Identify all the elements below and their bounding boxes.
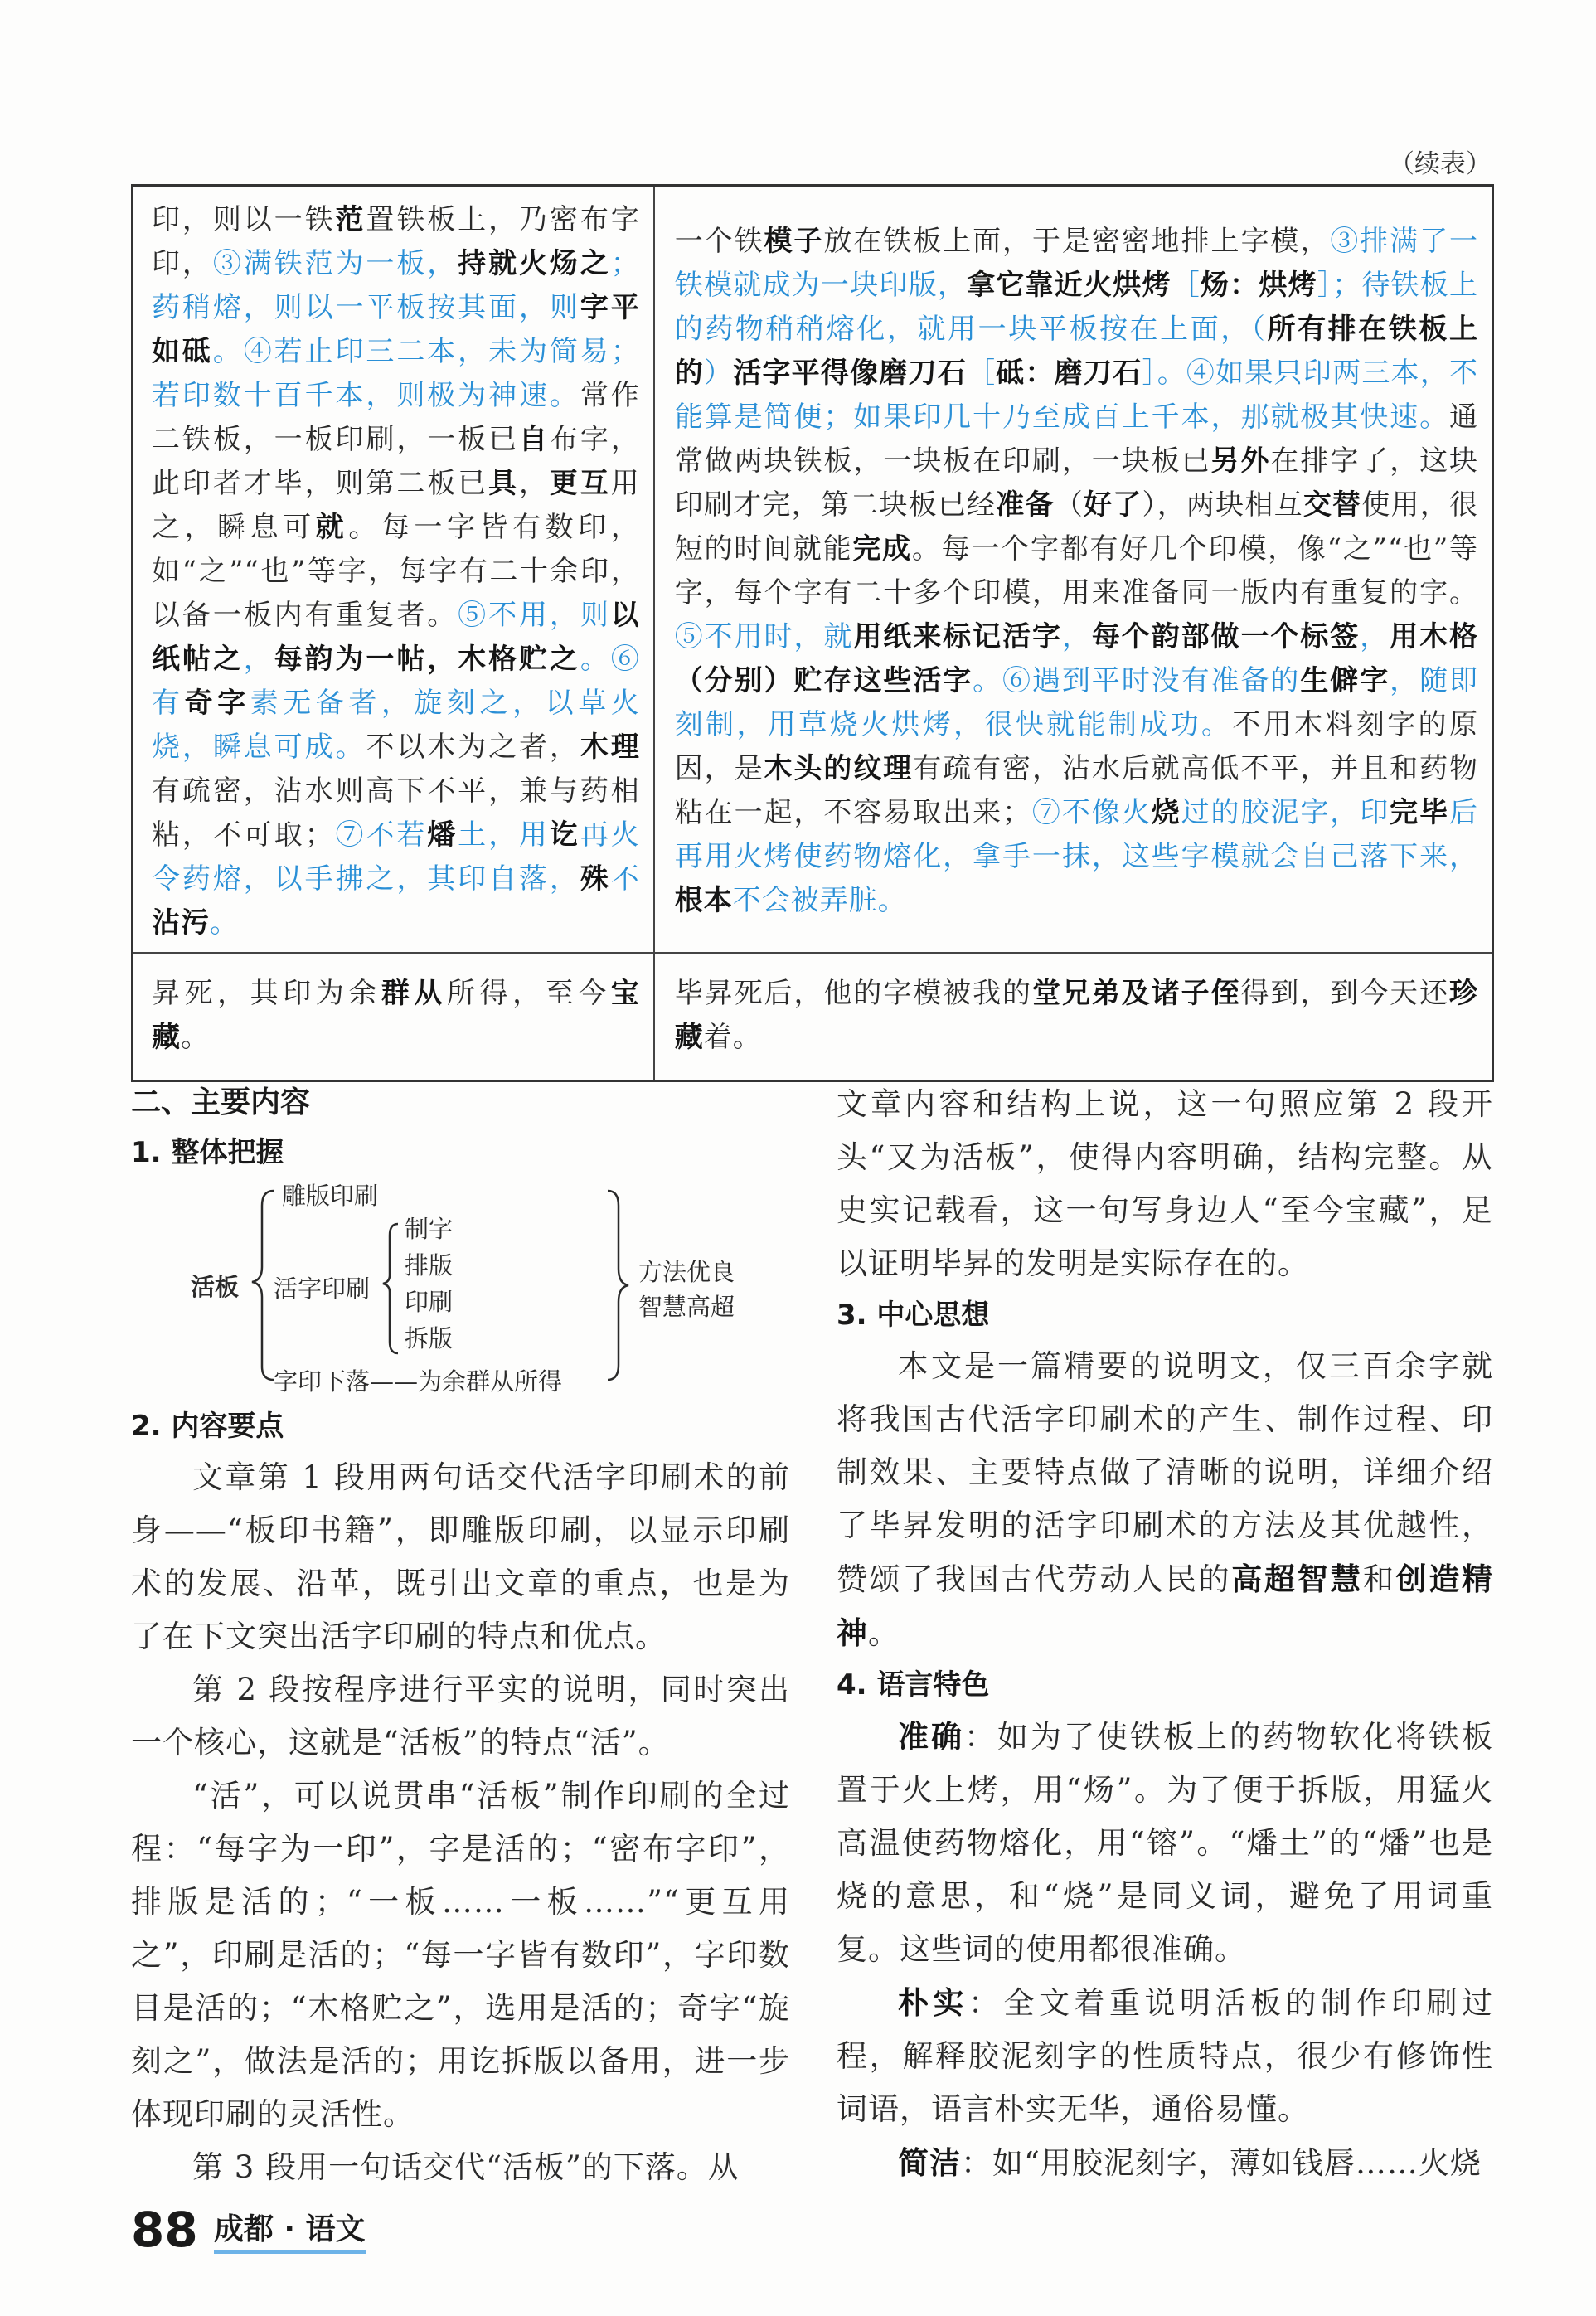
key-term: 生僻字 — [1300, 664, 1390, 697]
text-segment: ， — [1061, 620, 1092, 653]
section-title: 二、主要内容 — [131, 1085, 311, 1119]
diagram-step: 排版 — [405, 1251, 454, 1279]
key-term: 模子 — [764, 225, 824, 258]
text-segment: 一个铁 — [674, 225, 764, 258]
diagram-branch: 字印下落——为余群从所得 — [274, 1367, 563, 1396]
diagram-summary: 智慧高超 — [638, 1293, 735, 1321]
text-segment: ；药稍熔，则以一平板按其面，则 — [152, 247, 640, 324]
text-segment: 印，则以一铁 — [152, 203, 336, 236]
key-term: 以纸帖之 — [152, 599, 640, 676]
diagram-summary: 方法优良 — [638, 1258, 735, 1286]
text-segment: 过的胶泥字，印 — [1181, 796, 1390, 829]
text-segment: ⑦不若 — [333, 818, 428, 852]
text-segment: 使用，很短的时间就能 — [674, 488, 1479, 566]
diagram-branch: 雕版印刷 — [282, 1182, 379, 1210]
paragraph: 第 2 段按程序进行平实的说明，同时突出一个核心，这就是“活板”的特点“活”。 — [131, 1672, 790, 1760]
key-term: 准备 — [996, 488, 1055, 522]
key-term: 拿它靠近火烘烤 — [967, 269, 1172, 302]
key-term: 珍藏 — [674, 977, 1479, 1054]
text-segment: 有疏密，沾水则高下不平，兼与药相粘，不可取； — [152, 774, 640, 852]
paragraph: 文章第 1 段用两句话交代活字印刷术的前身——“板印书籍”，即雕版印刷，以显示印刷术的发展、沿革，既引出文章的重点，也是为了在下文突出活字印刷的特点和优点。 — [131, 1459, 790, 1654]
key-term: 炀：烘烤 — [1200, 269, 1317, 302]
key-term: 讫 — [549, 818, 580, 852]
paragraph: 第 3 段用一句话交代“活板”的下落。从 — [192, 2149, 740, 2185]
text-segment: ， — [519, 467, 550, 500]
text-segment: ］。④如果只印两三本，不能算是简便；如果印几十乃至成百上千本，那就极其快速。 — [674, 357, 1479, 434]
text-segment: ［ — [967, 357, 997, 390]
text-segment: 。④若止印三二本，未为简易；若印数十百千本，则极为神速。 — [152, 335, 640, 412]
key-term: 宝藏 — [152, 977, 640, 1054]
text-segment: 有疏有密，沾水后就高低不平，并且和药物粘在一起，不容易取出来； — [674, 752, 1479, 829]
text-segment: 毕昇死后，他的字模被我的 — [674, 977, 1032, 1010]
key-term: 所有排在铁板上的 — [674, 313, 1479, 390]
paragraph-text: ：如为了使铁板上的药物软化将铁板置于火上烤，用“炀”。为了便于拆版，用猛火高温使药物熔化，用“镕”。“燔土”的“燔”也是烧的意思，和“烧”是同义词，避免了用词重复。这些词的使用都很准确。 — [837, 1719, 1493, 1967]
key-term: 奇字 — [184, 687, 250, 720]
text-segment: ③满铁范为一板， — [212, 247, 458, 280]
text-segment: ［ — [1171, 269, 1201, 302]
key-term: 就 — [315, 511, 349, 544]
translation-table — [131, 184, 1494, 1082]
text-segment: ） — [703, 357, 734, 390]
key-term: 用纸来标记活字 — [853, 620, 1062, 653]
text-segment: 放在铁板上面，于是密密地排上字模， — [823, 225, 1331, 258]
left-column — [131, 1078, 790, 2194]
paragraph: 文章内容和结构上说，这一句照应第 2 段开头“又为活板”，使得内容明确，结构完整。从史实记载看，这一句写身边人“至今宝藏”，足以证明毕昇的发明是实际存在的。 — [837, 1086, 1493, 1281]
text-segment: ⑤不用时，就 — [674, 620, 854, 653]
text-segment: ， — [1360, 620, 1390, 653]
key-term: 好了 — [1084, 488, 1142, 522]
key-term: 另外 — [1210, 444, 1271, 478]
feature-label: 简洁 — [898, 2144, 961, 2181]
diagram-root: 活板 — [191, 1273, 240, 1301]
text-segment: ，随即刻制，用草烧火烘烤，很快就能制成功。 — [674, 664, 1479, 741]
classical-text-cell — [133, 953, 654, 1081]
page-footer — [131, 2202, 366, 2258]
text-segment: 不会被弄脏。 — [732, 884, 907, 917]
key-term: 完毕 — [1390, 796, 1450, 829]
text-segment: 。⑥有 — [152, 643, 640, 720]
feature-label: 准确 — [898, 1718, 964, 1755]
paragraph-text: ：全文着重说明活板的制作印刷过程，解释胶泥刻字的性质特点，很少有修饰性词语，语言朴实无华，通俗易懂。 — [837, 1985, 1493, 2127]
text-segment: 所得，至今 — [446, 977, 611, 1010]
paragraph — [837, 1976, 1493, 2136]
continued-label: （续表） — [1389, 149, 1492, 179]
text-segment: 常作二铁板，一板印刷，一板已 — [152, 379, 640, 456]
key-term: 具 — [488, 467, 519, 500]
text-segment: ），两块相互 — [1142, 488, 1303, 522]
table-row — [133, 953, 1493, 1081]
subsection-title: 2. 内容要点 — [131, 1410, 284, 1443]
key-term: 烧 — [1151, 796, 1181, 829]
key-term: 字平如砥 — [152, 291, 640, 368]
paragraph — [837, 1340, 1493, 1660]
key-term: 持就火炀之 — [458, 247, 611, 280]
table-row — [133, 186, 1493, 954]
paragraph — [837, 1710, 1493, 1976]
subsection-title: 1. 整体把握 — [131, 1136, 284, 1169]
diagram-step: 印刷 — [405, 1288, 454, 1316]
key-term: 每个韵部做一个标签 — [1091, 620, 1361, 653]
key-term: 燔 — [427, 818, 458, 852]
paragraph-text: ：如“用胶泥刻字，薄如钱唇……火烧 — [961, 2145, 1482, 2181]
text-segment: 通常做两块铁板，一块板在印刷，一块板已 — [674, 401, 1478, 478]
key-term: 木头的纹理 — [764, 752, 914, 785]
key-term: 殊 — [580, 862, 611, 896]
key-term: 每韵为一帖，木格贮之 — [274, 643, 580, 676]
keyword: 高超智慧 — [1231, 1561, 1363, 1597]
key-term: 用木格（分别）贮存这些活字 — [674, 620, 1479, 697]
text-segment: ⑦不像火 — [1031, 796, 1152, 829]
text-segment: 后再用火烤使药物熔化，拿手一抹，这些字模就会自己落下来， — [674, 796, 1479, 873]
text-segment: 昇死，其印为余 — [152, 977, 381, 1010]
key-term: 更互 — [549, 467, 611, 500]
classical-text-cell — [133, 186, 654, 954]
text-segment: 。每一字皆有数印，如“之”“也”等字，每字有二十余印，以备一板内有重复者。 — [152, 511, 640, 632]
key-term: 完成 — [852, 532, 912, 566]
key-term: 砥：磨刀石 — [996, 357, 1142, 390]
text-segment: 。 — [181, 1021, 210, 1054]
book-title: 成都 · 语文 — [214, 2206, 366, 2254]
diagram-step: 拆版 — [405, 1324, 454, 1352]
text-segment: ］；待铁板上的药物稍稍熔化，就用一块平板按在上面，（ — [674, 269, 1479, 346]
text-segment: 用之，瞬息可 — [152, 467, 640, 544]
key-term: 交替 — [1303, 488, 1362, 522]
text-segment: ③排满了一铁模就成为一块印版， — [674, 225, 1479, 302]
text-segment: 再火令药熔，以手拂之，其印自落， — [152, 818, 640, 896]
key-term: 自 — [519, 423, 550, 456]
right-column — [837, 1078, 1493, 2190]
key-term: 根本 — [674, 884, 733, 917]
text-segment: 得到，到今天还 — [1240, 977, 1450, 1010]
paragraph: “活”，可以说贯串“活板”制作印刷的全过程：“每字为一印”，字是活的；“密布字印”，排版是活的；“一板……一板……”“更互用之”，印刷是活的；“每一字皆有数印”，字印数目是活的；“木格贮之”，选用是活的；奇字“旋刻之”，做法是活的；用讫拆版以备用，进一步体现印刷的灵活性。 — [131, 1778, 790, 2132]
text-segment: 。 — [210, 906, 239, 940]
structure-diagram — [131, 1177, 790, 1401]
text-segment: 不 — [610, 862, 640, 896]
page-number: 88 — [131, 2202, 198, 2258]
key-term: 堂兄弟及诸子侄 — [1031, 977, 1241, 1010]
paragraph — [837, 2136, 1493, 2190]
key-term: 沾污 — [152, 906, 210, 940]
keyword: 创造精神 — [837, 1561, 1494, 1651]
key-term: 活字平得像磨刀石 — [733, 357, 968, 390]
feature-label: 朴实 — [898, 1984, 968, 2021]
text-segment: 素无备者，旋刻之，以草火烧，瞬息可成。 — [152, 687, 640, 764]
translation-cell — [654, 186, 1493, 954]
subsection-title: 4. 语言特色 — [837, 1668, 990, 1702]
paragraph-text: 本文是一篇精要的说明文，仅三百余字就将我国古代活字印刷术的产生、制作过程、印制效果、主要特点做了清晰的说明，详细介绍了毕昇发明的活字印刷术的方法及其优越性，赞颂了我国古代劳动人民的 — [837, 1348, 1493, 1597]
text-segment: （ — [1054, 488, 1084, 522]
diagram-branch: 活字印刷 — [274, 1275, 371, 1303]
text-segment: 土，用 — [458, 818, 550, 852]
text-segment: 不用木料刻字的原因，是 — [674, 708, 1479, 785]
text-segment: ， — [243, 643, 274, 676]
text-segment: 不以木为之者， — [366, 731, 580, 764]
paragraph-text: 和 — [1362, 1561, 1396, 1597]
subsection-title: 3. 中心思想 — [837, 1299, 990, 1332]
text-segment: 。⑥遇到平时没有准备的 — [973, 664, 1301, 697]
text-segment: 布字，此印者才毕，则第二板已 — [152, 423, 640, 500]
text-segment: 。每一个字都有好几个印模，像“之”“也”等字，每个字有二十多个印模，用来准备同一版内有重复的字。 — [674, 532, 1479, 609]
text-segment: ⑤不用，则 — [458, 599, 611, 632]
paragraph-text: 。 — [868, 1615, 900, 1651]
key-term: 范 — [335, 203, 366, 236]
translation-cell — [654, 953, 1493, 1081]
text-segment: 置铁板上，乃密布字印， — [152, 203, 640, 280]
text-segment: 在排字了，这块印刷才完，第二块板已经 — [674, 444, 1479, 522]
diagram-step: 制字 — [405, 1215, 454, 1243]
text-segment: 着。 — [703, 1021, 762, 1054]
key-term: 木理 — [580, 731, 640, 764]
key-term: 群从 — [381, 977, 447, 1010]
